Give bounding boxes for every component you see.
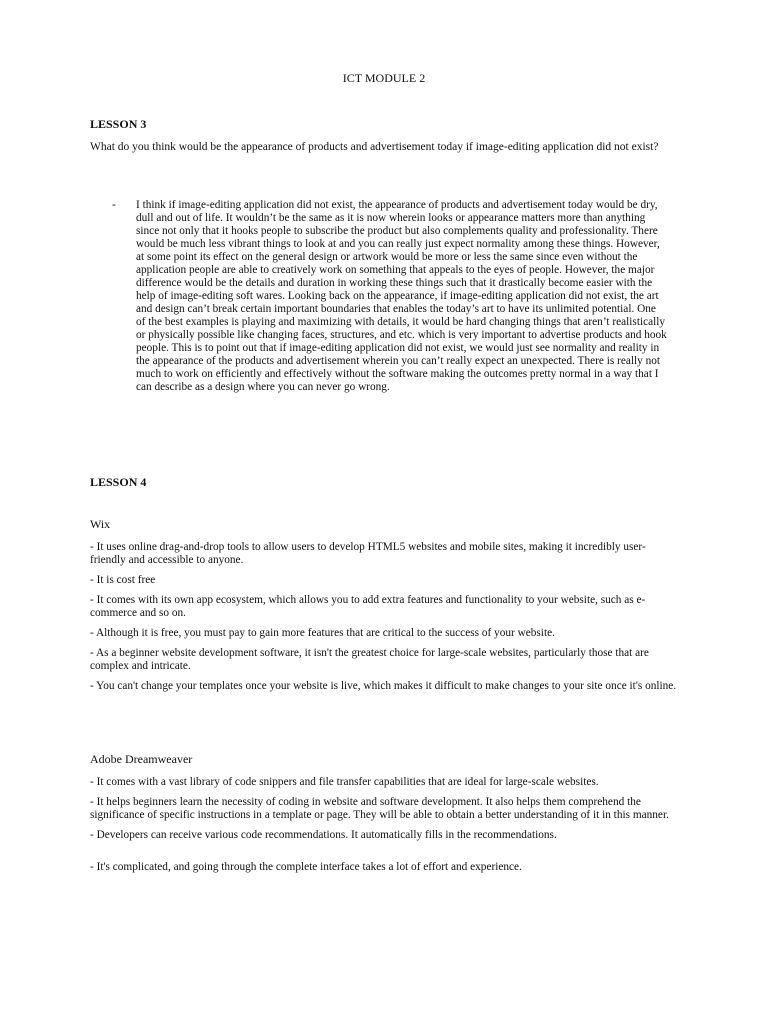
lesson-3-answer (112, 199, 667, 394)
dreamweaver-title: Adobe Dreamweaver (90, 752, 193, 766)
dreamweaver-point-3: - Developers can receive various code recommendations. It automatically fills in the recommendations. (90, 829, 557, 841)
lesson-4-heading: LESSON 4 (90, 475, 147, 489)
dreamweaver-point-1: - It comes with a vast library of code snippers and file transfer capabilities that are ideal for large-scale websites. (90, 776, 599, 788)
lesson-3-question: What do you think would be the appearance of products and advertisement today if image-editing application did not exist? (90, 141, 659, 153)
dreamweaver-point-2: - It helps beginners learn the necessity of coding in website and software development. It also helps them comprehend the significance of specific instructions in a template or page. They will be able to obtain a better understanding of it in this manner. (90, 796, 669, 821)
wix-title: Wix (90, 517, 111, 531)
wix-point-6: - You can't change your templates once your website is live, which makes it difficult to make changes to your site once it's online. (90, 680, 677, 692)
wix-section (90, 518, 680, 700)
answer-text: I think if image-editing application did not exist, the appearance of products and advertisement today would be dry, dull and out of life. It wouldn’t be the same as it is now wherein looks or appearance matters more than anything since not only that it hooks people to subscribe the product but also complements quality and professionality. There would be much less vibrant things to look at and you can really just expect normality among these things. However, at some point its effect on the general design or artwork would be more or less the same since even without the application people are able to creatively work on something that appeals to the eyes of people. However, the major difference would be the details and duration in working these things such that it drastically become easier with the help of image-editing soft wares. Looking back on the appearance, if image-editing application did not exist, the art and design can’t break certain important boundaries that enables the today’s art to have its unlimited potential. One of the best examples is playing and maximizing with details, it would be hard changing things that aren’t realistically or physically possible like changing faces, structures, and etc. which is very important to advertise products and hook people. This is to point out that if image-editing application did not exist, we would just see normality and reality in the appearance of the products and advertisement wherein you can’t really expect an unexpected. There is really not much to work on efficiently and effectively without the software making the outcomes pretty normal in a way that I can describe as a design where you can never go wrong. (136, 199, 667, 393)
lesson-3-heading: LESSON 3 (90, 117, 147, 131)
wix-point-3: - It comes with its own app ecosystem, which allows you to add extra features and functionality to your website, such as e-commerce and so on. (90, 594, 646, 619)
answer-bullet: - (112, 199, 116, 211)
dreamweaver-section (90, 753, 680, 881)
wix-point-2: - It is cost free (90, 574, 156, 586)
wix-point-1: - It uses online drag-and-drop tools to allow users to develop HTML5 websites and mobile sites, making it incredibly user-friendly and accessible to anyone. (90, 541, 646, 566)
wix-point-5: - As a beginner website development software, it isn't the greatest choice for large-scale websites, particularly those that are complex and intricate. (90, 647, 649, 672)
document-title: ICT MODULE 2 (342, 71, 426, 85)
wix-point-4: - Although it is free, you must pay to gain more features that are critical to the success of your website. (90, 627, 555, 639)
dreamweaver-point-4: - It's complicated, and going through the complete interface takes a lot of effort and experience. (90, 861, 522, 873)
